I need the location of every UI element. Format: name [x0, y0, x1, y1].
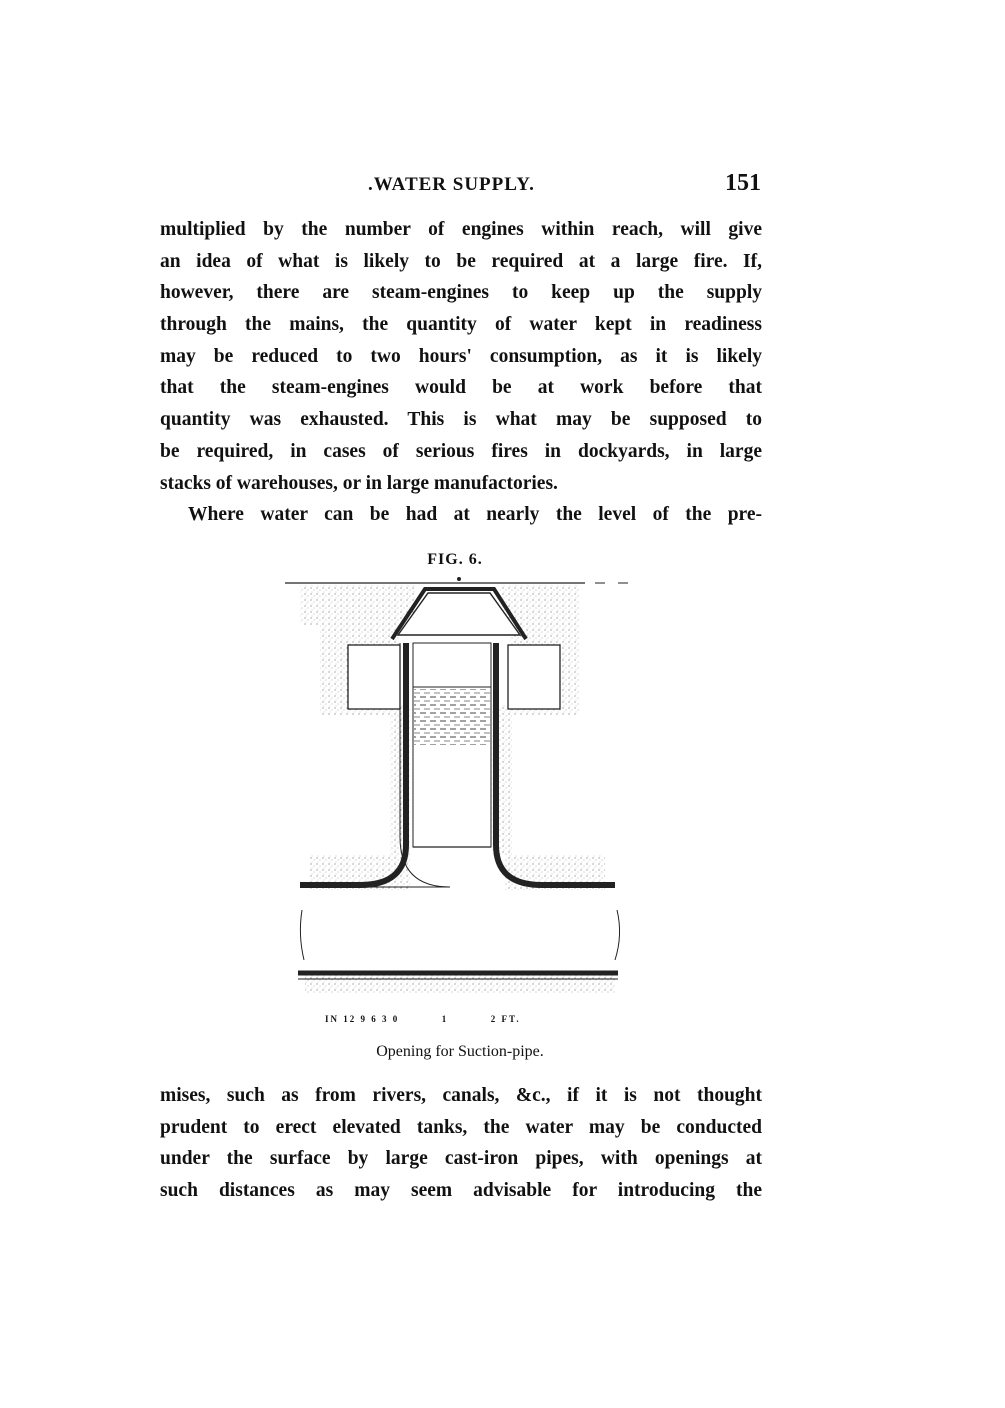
- page-number: 151: [725, 170, 761, 196]
- text-line: through the mains, the quantity of water kept in readiness: [160, 314, 762, 336]
- body-text-bottom: [160, 1080, 762, 1207]
- text-line: that the steam-engines would be at work before that: [160, 377, 762, 399]
- figure-label: FIG. 6.: [427, 551, 483, 568]
- text-line: mises, such as from rivers, canals, &c., if it is not thought: [160, 1085, 762, 1106]
- running-title: .WATER SUPPLY.: [368, 174, 535, 195]
- text-line: such distances as may seem advisable for introducing the: [160, 1180, 762, 1202]
- figure-scale: [325, 1014, 575, 1034]
- body-text-top: [160, 214, 762, 531]
- scale-label: IN 12 9 6 3 0 1 2 FT.: [325, 1014, 521, 1024]
- text-line: Where water can be had at nearly the level of the pre-: [188, 504, 762, 526]
- text-line: multiplied by the number of engines within reach, will give: [160, 219, 762, 240]
- text-line: quantity was exhausted. This is what may be supposed to: [160, 409, 762, 431]
- text-line: however, there are steam-engines to keep up the supply: [160, 282, 762, 304]
- figure-caption: Opening for Suction-pipe.: [376, 1043, 544, 1060]
- text-line: prudent to erect elevated tanks, the water may be conducted: [160, 1116, 762, 1138]
- text-line: may be reduced to two hours' consumption, as it is likely: [160, 345, 762, 367]
- text-line: an idea of what is likely to be required at a large fire. If,: [160, 250, 762, 272]
- text-line: stacks of warehouses, or in large manufactories.: [160, 472, 558, 494]
- running-head: [160, 170, 765, 200]
- text-line: under the surface by large cast-iron pipes, with openings at: [160, 1148, 762, 1170]
- text-line: be required, in cases of serious fires in dockyards, in large: [160, 440, 762, 462]
- suction-pipe-drawing: [280, 575, 640, 1045]
- suction-pipe-figure: [280, 575, 640, 1045]
